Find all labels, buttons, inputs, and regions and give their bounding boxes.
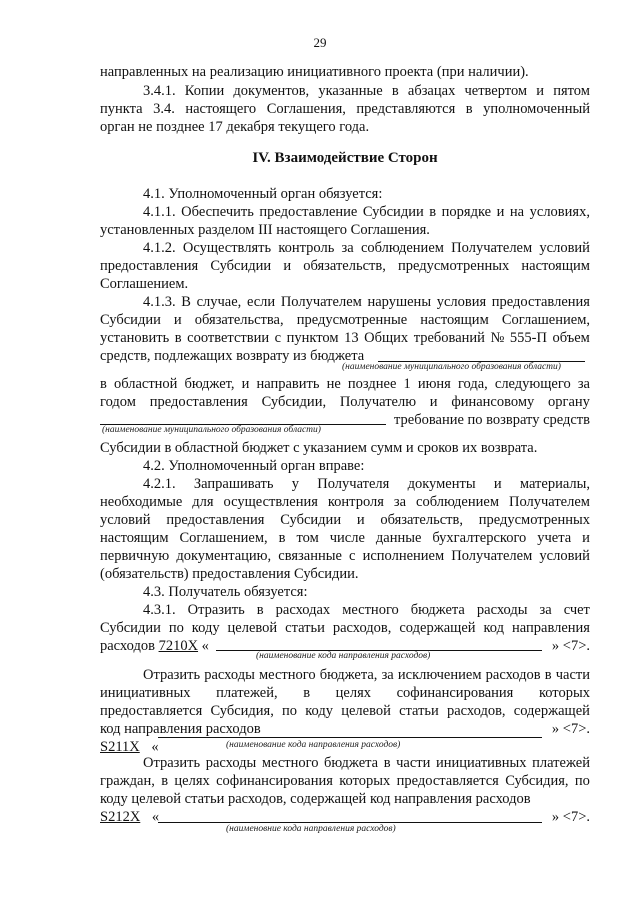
word: граждан, [100, 773, 155, 789]
word: пунктом [286, 330, 339, 346]
word: 4.2.1. [143, 476, 176, 492]
word: части [396, 755, 431, 771]
word: бюджета, [319, 667, 378, 683]
word: предоставления [166, 512, 265, 528]
word: предусмотренных [478, 512, 590, 528]
paragraph-4-2 [100, 457, 590, 475]
word: условия [436, 294, 487, 310]
word: за [341, 240, 354, 256]
word: за [577, 376, 590, 392]
word: в [278, 530, 286, 546]
text-line [100, 100, 590, 118]
text-line: установленных разделом III настоящего Соглашения. [100, 222, 430, 238]
word: позднее [347, 376, 397, 392]
word: платежей, [216, 685, 278, 701]
word: на [509, 204, 525, 220]
word: и [241, 376, 250, 392]
word: Обеспечить [181, 204, 254, 220]
word: предусмотренных [397, 258, 510, 274]
word: том [296, 530, 319, 546]
text-line [100, 493, 590, 511]
intro-line: направленных на реализацию инициативного проекта (при наличии). [100, 64, 529, 80]
text-line [100, 720, 590, 738]
word: в [391, 83, 399, 99]
word: Общих [364, 330, 409, 346]
word: четвертом [464, 83, 528, 99]
word: целях [335, 685, 371, 701]
word: предоставление [259, 204, 358, 220]
word: предоставления [100, 258, 199, 274]
word: предоставления [491, 294, 590, 310]
word: Субсидия, [210, 703, 274, 719]
word: условиях, [529, 204, 590, 220]
word: Запрашивать [193, 476, 274, 492]
text-line [100, 754, 590, 772]
word: в [429, 204, 437, 220]
word: Осуществлять [182, 240, 272, 256]
word: 4.1.3. [143, 294, 176, 310]
word: по [574, 773, 590, 789]
text-line: коду целевой статьи расходов, содержащей код направления расходов [100, 791, 531, 807]
word: 4.1.2. [143, 240, 176, 256]
word: с [274, 330, 282, 346]
word: годом [100, 394, 136, 410]
word: софинансирования [396, 685, 514, 701]
word: расходы [476, 602, 528, 618]
word: Отразить [187, 602, 245, 618]
word: пятом [553, 83, 590, 99]
expense-code: S211X [100, 739, 140, 755]
paragraph-4-2-1 [100, 475, 590, 583]
word: Субсидии [210, 258, 272, 274]
word: июня [417, 376, 451, 392]
word: Копии [184, 83, 225, 99]
word: предоставления [149, 394, 248, 410]
word: установить [100, 330, 170, 346]
word: инициативных [100, 685, 191, 701]
open-quote: « [151, 809, 160, 825]
word: обязательства, [194, 312, 284, 328]
word: и [429, 394, 438, 410]
text-line [100, 393, 590, 411]
word: исключением [397, 667, 482, 683]
word: соответствии [187, 330, 270, 346]
word: первичную [100, 548, 170, 564]
word: бюджета [324, 755, 379, 771]
word: бюджет, [184, 376, 235, 392]
word: обязательств, [380, 512, 463, 528]
word: 555-П [509, 330, 547, 346]
word: предоставляется [396, 773, 499, 789]
word: 13 [344, 330, 359, 346]
close-quote: » <7>. [551, 809, 590, 825]
word: соблюдением [360, 240, 444, 256]
text-line [100, 293, 590, 311]
word: расходов, [447, 703, 506, 719]
word: целевой [341, 703, 391, 719]
word: и [582, 530, 590, 546]
text-line: 4.2. Уполномоченный орган вправе: [143, 458, 365, 474]
field-caption: (наименование муниципального образования области) [342, 362, 561, 372]
word: требований [413, 330, 485, 346]
text-line [100, 547, 590, 565]
close-quote: » <7>. [551, 638, 590, 654]
word: в [303, 685, 311, 701]
word: Субсидия, [505, 773, 569, 789]
word: 3.4. [153, 101, 175, 117]
word: предоставляется [100, 703, 203, 719]
word: не [326, 376, 341, 392]
word: направления [512, 620, 590, 636]
word: Получателем [280, 294, 362, 310]
word: счет [563, 602, 590, 618]
word: у [291, 476, 299, 492]
word: Соглашением, [179, 530, 268, 546]
word: для [192, 494, 214, 510]
text-fragment: средств, подлежащих возврату из бюджета [100, 348, 365, 364]
word: порядке [441, 204, 492, 220]
word: пункта [100, 101, 143, 117]
word: местного [258, 667, 316, 683]
word: которых [339, 773, 391, 789]
word: бюджета [410, 602, 465, 618]
text-fragment: требование по возврату средств [394, 412, 590, 428]
word: 4.3.1. [143, 602, 176, 618]
word: Субсидии [362, 204, 424, 220]
word: финансовому [451, 394, 535, 410]
word: Получателем [451, 548, 533, 564]
word: необходимые [100, 494, 183, 510]
word: В [181, 294, 191, 310]
expense-code: 7210X [158, 638, 199, 654]
word: код [483, 620, 505, 636]
text-line [100, 772, 590, 790]
word: документацию, [176, 548, 272, 564]
word: местного [342, 602, 399, 618]
word: расходов [485, 667, 541, 683]
word: настоящим [521, 258, 590, 274]
text-line: 4.3. Получатель обязуется: [143, 584, 308, 600]
text-line [100, 82, 590, 100]
word: Субсидии [280, 512, 342, 528]
word: в [256, 602, 264, 618]
word: которых [538, 685, 590, 701]
word: за [539, 602, 552, 618]
page-number: 29 [313, 35, 327, 50]
word: объем [552, 330, 590, 346]
text-fragment: расходов [100, 638, 155, 654]
word: и [536, 83, 545, 99]
word: содержащей [399, 620, 476, 636]
word: расходах [275, 602, 331, 618]
word: в [465, 101, 473, 117]
field-caption: (наименование кода направления расходов) [226, 740, 401, 750]
paragraph-4-3 [100, 583, 590, 601]
word: органу [548, 394, 590, 410]
word: если [246, 294, 276, 310]
word: уполномоченный [483, 101, 590, 117]
close-quote: » <7>. [551, 721, 590, 737]
word: по [168, 620, 184, 636]
text-line: 4.1. Уполномоченный орган обязуется: [143, 186, 383, 202]
word: материалы, [519, 476, 590, 492]
word: представляются [356, 101, 456, 117]
word: в [174, 330, 182, 346]
word: инициативных [435, 755, 527, 771]
word: настоящим [420, 312, 489, 328]
word: и [283, 258, 292, 274]
text-line [100, 257, 590, 275]
word: условий [100, 512, 151, 528]
word: абзацах [407, 83, 456, 99]
word: в [161, 773, 169, 789]
word: условий [539, 240, 590, 256]
word: по [282, 703, 298, 719]
word: предусмотренные [296, 312, 408, 328]
text-line: Субсидии в областной бюджет с указанием сумм и сроков их возврата. [100, 440, 538, 456]
word: в [383, 755, 391, 771]
paragraph-4-1-2 [100, 239, 590, 293]
word: статьи [285, 620, 325, 636]
text-line: код направления расходов [100, 721, 261, 737]
text-line [100, 529, 590, 547]
text-line [100, 311, 590, 329]
section-title: IV. Взаимодействие Сторон [252, 150, 438, 166]
word: расходы [204, 667, 255, 683]
word: документы [407, 476, 476, 492]
word: соблюдением [416, 494, 499, 510]
word: указанные [318, 83, 383, 99]
text-line [100, 666, 590, 684]
word: Соглашения, [266, 101, 346, 117]
word: содержащей [513, 703, 590, 719]
word: 4.1.1. [143, 204, 176, 220]
word: Получателем [451, 240, 533, 256]
field-caption: (наименование кода направления расходов) [256, 651, 431, 661]
text-line: (обязательств) предоставления Субсидии. [100, 566, 359, 582]
field-caption: (наименование муниципального образования области) [102, 425, 321, 435]
text-line [100, 684, 590, 702]
text-line [100, 475, 590, 493]
text-line [100, 511, 590, 529]
word: учета [537, 530, 572, 546]
word: направить [256, 376, 320, 392]
word: контроля [327, 494, 384, 510]
paragraph-3-4-1 [100, 82, 590, 136]
field-caption: (наименовние кода направления расходов) [226, 824, 396, 834]
word: коду [305, 703, 334, 719]
word: Получателя [317, 476, 390, 492]
word: Получателем [508, 494, 590, 510]
text-line [100, 239, 590, 257]
word: Субсидии [100, 312, 161, 328]
word: документов, [233, 83, 310, 99]
word: целевой [227, 620, 278, 636]
word: осуществления [223, 494, 318, 510]
text-line: орган не позднее 17 декабря текущего года. [100, 119, 370, 135]
text-line [100, 601, 590, 619]
word: связанные [278, 548, 342, 564]
word: случае, [196, 294, 242, 310]
word: платежей [532, 755, 590, 771]
word: расходы [205, 755, 257, 771]
paragraph-4-1 [100, 185, 590, 203]
word: и [496, 204, 505, 220]
word: коду [191, 620, 220, 636]
open-quote: « [201, 638, 209, 654]
word: за [393, 494, 407, 510]
word: числе [329, 530, 365, 546]
word: и [173, 312, 182, 328]
word: с [349, 548, 356, 564]
word: в [544, 667, 552, 683]
word: данные [375, 530, 422, 546]
word: бухгалтерского [432, 530, 527, 546]
word: Субсидии, [261, 394, 327, 410]
word: исполнением [362, 548, 445, 564]
word: № [490, 330, 505, 346]
paragraph-4-1-1 [100, 203, 590, 239]
word: следующего [494, 376, 571, 392]
word: контроль [278, 240, 335, 256]
word: условий [539, 548, 590, 564]
word: части [555, 667, 590, 683]
text-line [100, 375, 590, 393]
word: Отразить [143, 667, 201, 683]
word: 1 [403, 376, 411, 392]
word: Получателю [339, 394, 417, 410]
paragraph-4-1-3 [100, 293, 590, 365]
word: настоящим [100, 530, 169, 546]
word: целях [174, 773, 210, 789]
word: 3.4.1. [143, 83, 176, 99]
word: софинансирования [216, 773, 333, 789]
word: статьи [399, 703, 439, 719]
text-line: Соглашением. [100, 276, 189, 292]
open-quote: « [151, 739, 159, 755]
word: и [493, 476, 502, 492]
text-line [100, 329, 590, 347]
word: за [381, 667, 394, 683]
word: в [100, 376, 107, 392]
paragraph-4-1-3-cont [100, 375, 590, 411]
word: Субсидии [100, 620, 161, 636]
word: областной [113, 376, 178, 392]
text-line [100, 702, 590, 720]
word: и [356, 512, 365, 528]
word: настоящего [185, 101, 257, 117]
text-line [100, 619, 590, 637]
expense-code: S212X [100, 809, 141, 825]
word: местного [261, 755, 319, 771]
word: нарушены [367, 294, 432, 310]
word: Отразить [143, 755, 201, 771]
word: Соглашением, [501, 312, 590, 328]
text-line [100, 203, 590, 221]
word: года, [457, 376, 488, 392]
word: обязательств, [303, 258, 386, 274]
word: расходов, [332, 620, 392, 636]
